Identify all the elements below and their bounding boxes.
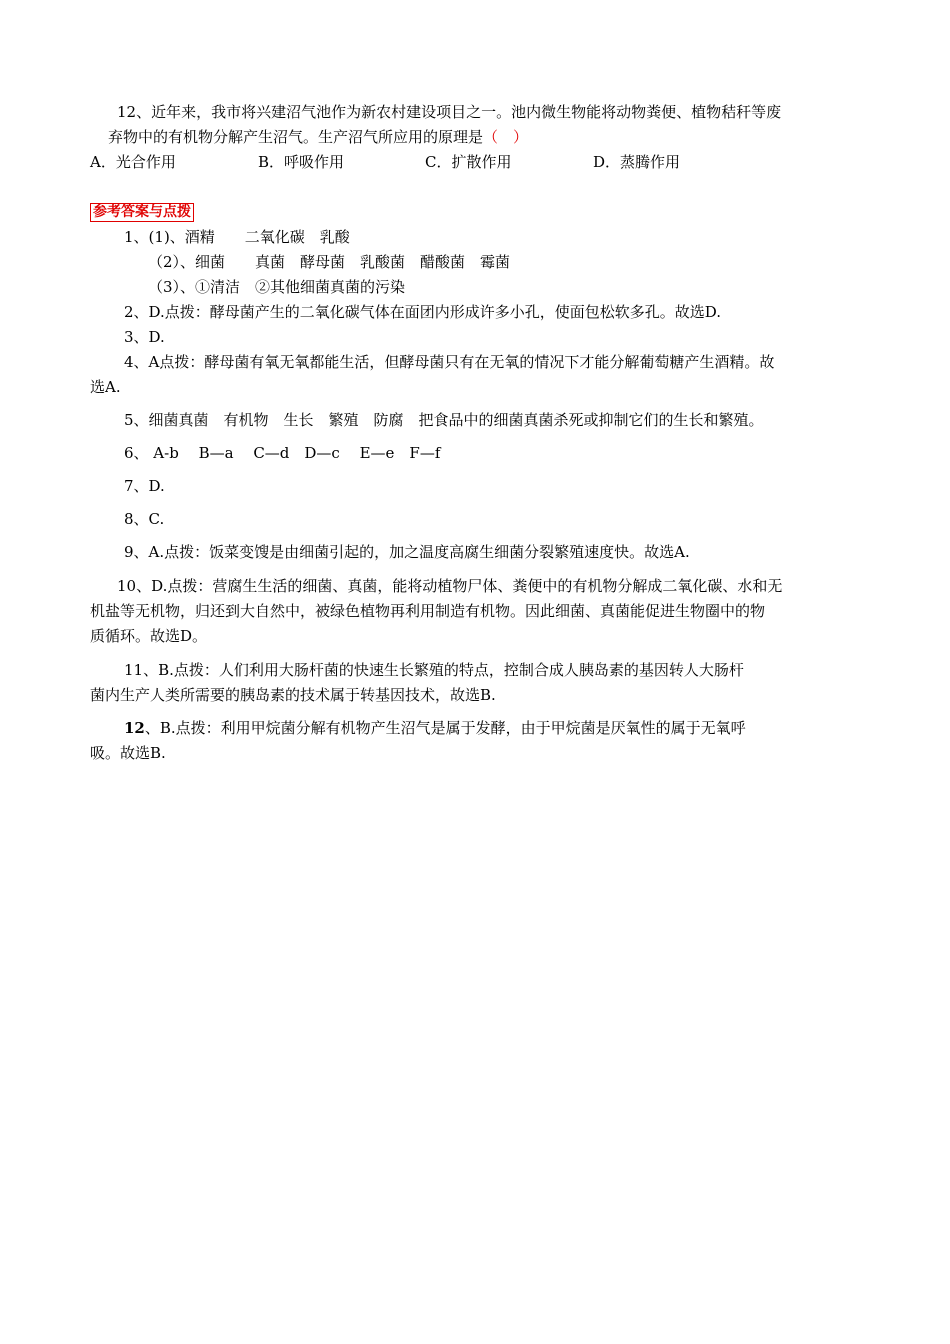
answer-11-line-2: 菌内生产人类所需要的胰岛素的技术属于转基因技术，故选B. (90, 686, 496, 704)
answer-10-line-3: 质循环。故选D。 (90, 627, 208, 645)
option-c: C．扩散作用 (425, 153, 512, 171)
answer-5: 5、细菌真菌 有机物 生长 繁殖 防腐 把食品中的细菌真菌杀死或抑制它们的生长和繁殖。 (124, 411, 764, 429)
answer-4-line-1: 4、A点拨：酵母菌有氧无氧都能生活，但酵母菌只有在无氧的情况下才能分解葡萄糖产生酒精。故 (124, 353, 775, 371)
answer-9: 9、A.点拨：饭菜变馊是由细菌引起的，加之温度高腐生细菌分裂繁殖速度快。故选A. (124, 543, 690, 561)
answer-blank-paren: （ ） (483, 128, 529, 146)
option-d: D．蒸腾作用 (593, 153, 681, 171)
answers-heading: 参考答案与点拨 (90, 203, 194, 222)
answer-6: 6、 A-b B—a C—d D—c E—e F—f (124, 444, 441, 462)
answer-10-line-2: 机盐等无机物，归还到大自然中，被绿色植物再利用制造有机物。因此细菌、真菌能促进生物圈中的物 (90, 602, 766, 620)
answer-1-part-3: （3）、①清洁 ②其他细菌真菌的污染 (148, 278, 406, 296)
answer-8: 8、C. (124, 510, 165, 528)
answer-12-text: 、B.点拨：利用甲烷菌分解有机物产生沼气是属于发酵，由于甲烷菌是厌氧性的属于无氧呼 (144, 719, 746, 737)
answer-3: 3、D. (124, 328, 165, 346)
question-12-line-2 (108, 127, 528, 147)
answer-7: 7、D. (124, 477, 165, 495)
question-12-stem: 弃物中的有机物分解产生沼气。生产沼气所应用的原理是 (108, 128, 484, 146)
answer-2: 2、D.点拨：酵母菌产生的二氧化碳气体在面团内形成许多小孔，使面包松软多孔。故选D. (124, 303, 722, 321)
answer-4-line-2: 选A. (90, 378, 121, 396)
option-b: B．呼吸作用 (258, 153, 345, 171)
answer-12-line-1 (124, 718, 746, 738)
answer-12-number: 12 (124, 719, 145, 737)
answer-1-part-2: （2）、细菌 真菌 酵母菌 乳酸菌 醋酸菌 霉菌 (148, 253, 511, 271)
question-12-line-1: 12、近年来，我市将兴建沼气池作为新农村建设项目之一。池内微生物能将动物粪便、植物秸秆等废 (117, 103, 782, 121)
answer-11-line-1: 11、B.点拨：人们利用大肠杆菌的快速生长繁殖的特点，控制合成人胰岛素的基因转人大肠杆 (124, 661, 744, 679)
answer-12-line-2: 吸。故选B. (90, 744, 166, 762)
answer-10-line-1: 10、D.点拨：营腐生生活的细菌、真菌，能将动植物尸体、粪便中的有机物分解成二氧化碳、水和无 (117, 577, 783, 595)
answer-1-part-1: 1、(1)、酒精 二氧化碳 乳酸 (124, 228, 350, 246)
option-a: A．光合作用 (90, 153, 176, 171)
